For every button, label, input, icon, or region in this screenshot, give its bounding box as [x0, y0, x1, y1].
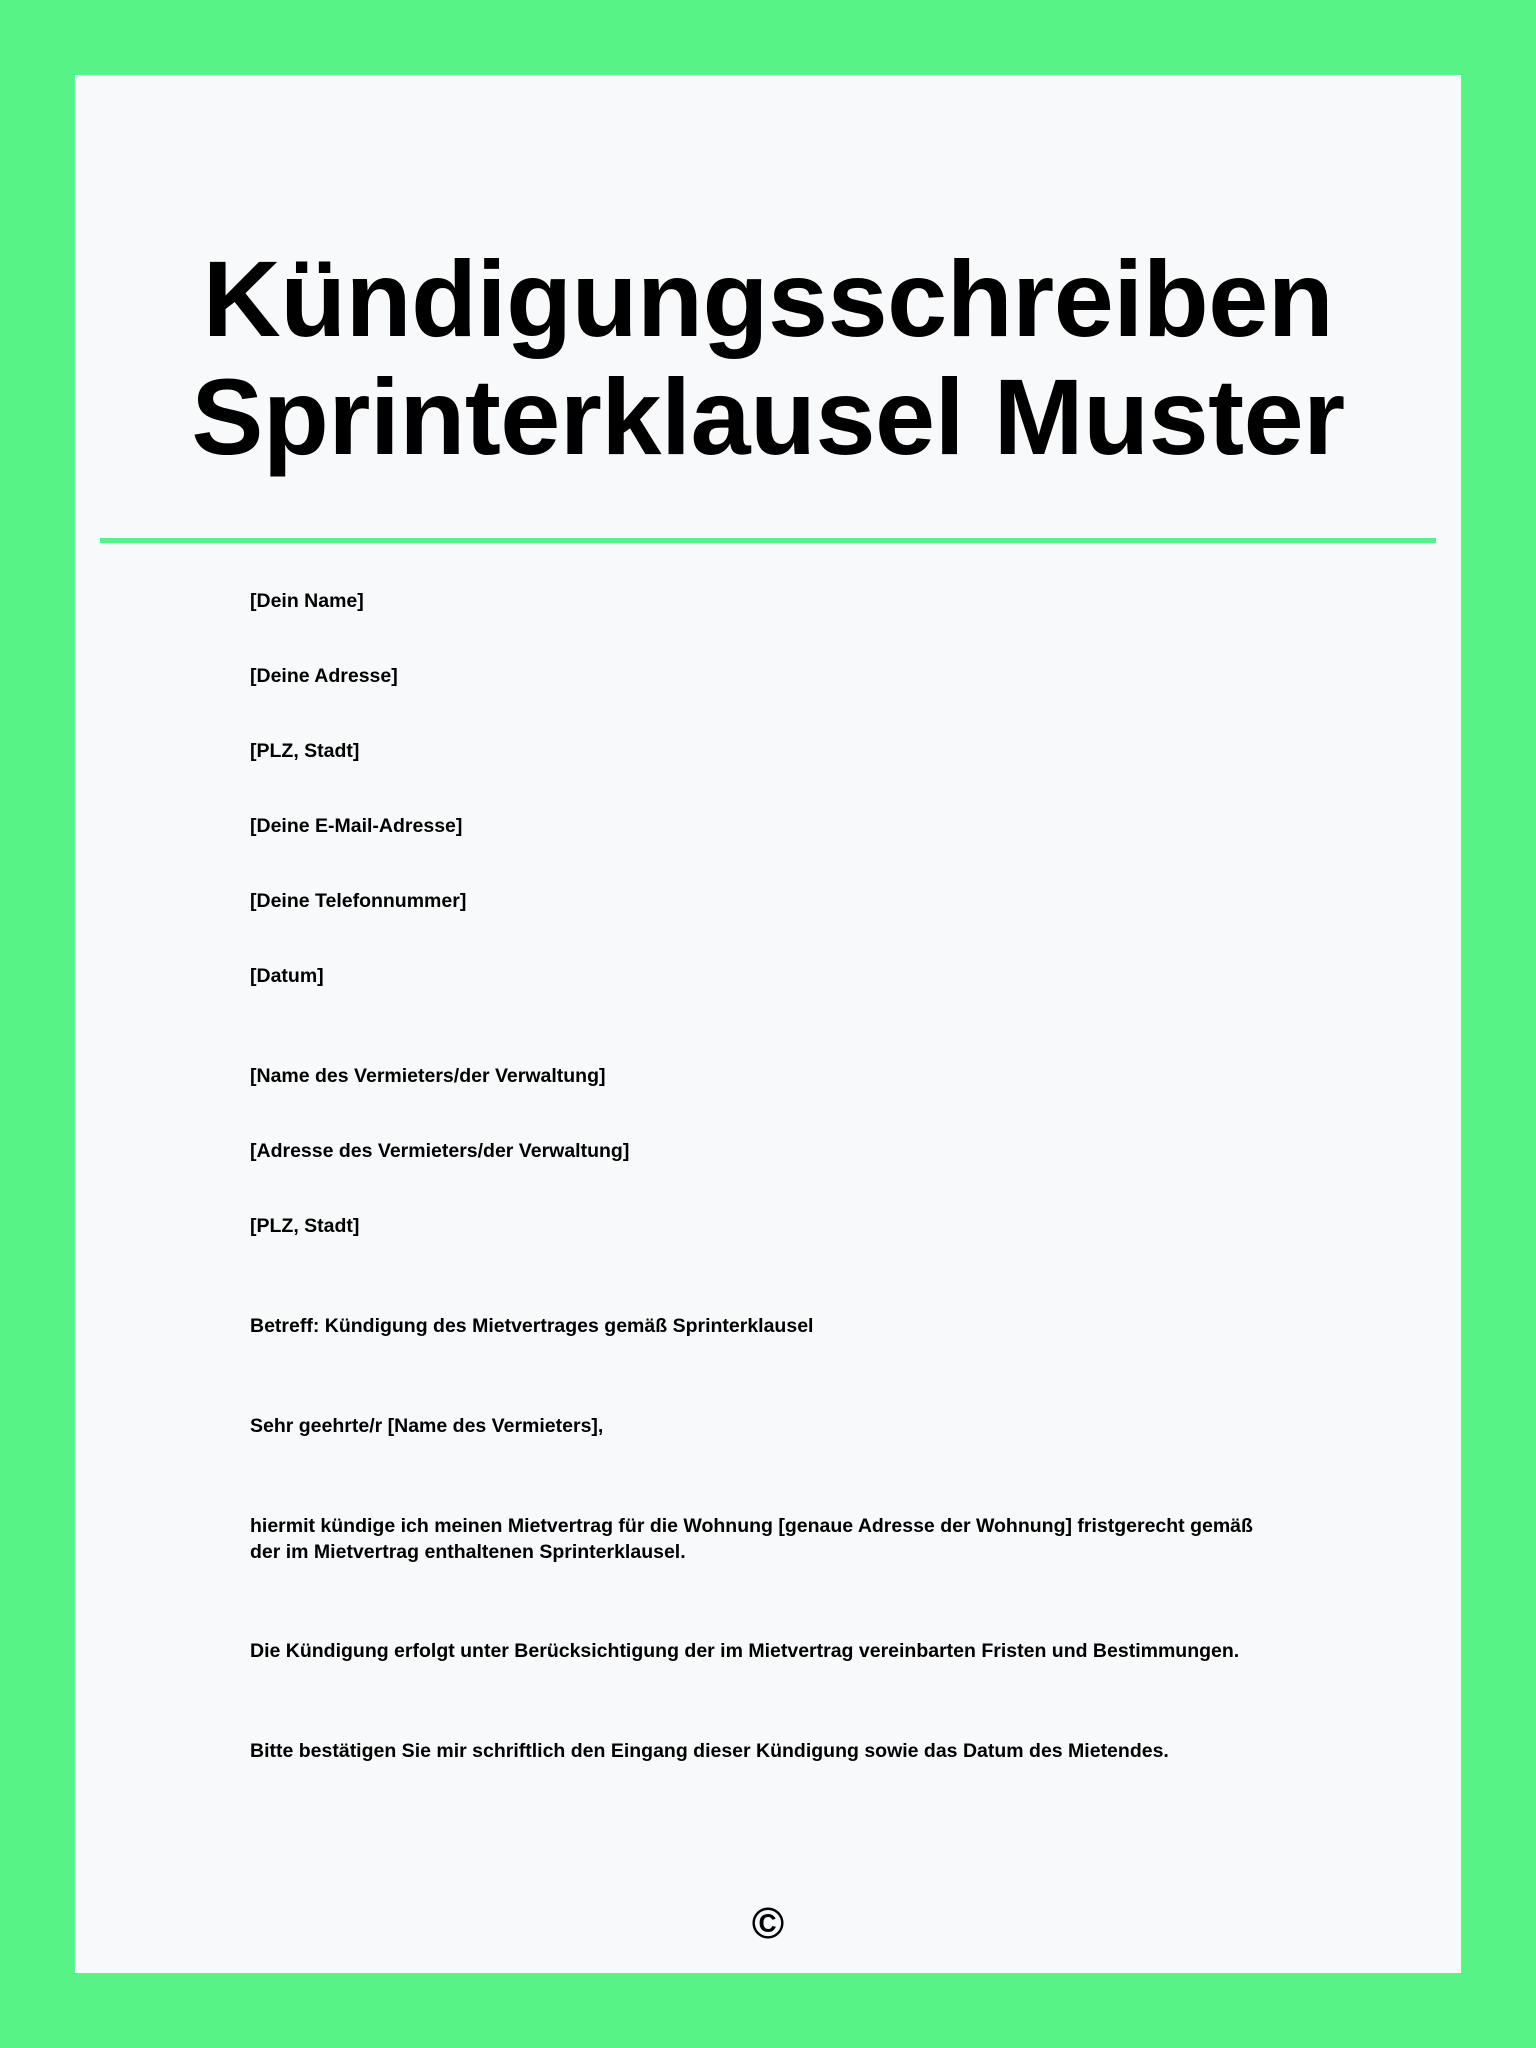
sender-name: [Dein Name] [250, 590, 364, 612]
sender-address: [Deine Adresse] [250, 665, 398, 687]
sender-phone: [Deine Telefonnummer] [250, 890, 467, 912]
letter-paragraph-2: Die Kündigung erfolgt unter Berücksichtigung der im Mietvertrag vereinbarten Fristen und Bestimmungen. [250, 1640, 1240, 1662]
sender-zip-city: [PLZ, Stadt] [250, 740, 360, 762]
letter-subject: Betreff: Kündigung des Mietvertrages gemäß Sprinterklausel [250, 1315, 814, 1337]
letter-date: [Datum] [250, 965, 324, 987]
sender-email: [Deine E-Mail-Adresse] [250, 815, 463, 837]
recipient-address: [Adresse des Vermieters/der Verwaltung] [250, 1140, 630, 1162]
recipient-name: [Name des Vermieters/der Verwaltung] [250, 1065, 606, 1087]
title-line-2: Sprinterklausel Muster [191, 356, 1345, 477]
document-title [75, 240, 1461, 476]
letter-salutation: Sehr geehrte/r [Name des Vermieters], [250, 1415, 604, 1437]
letter-paragraph-1: hiermit kündige ich meinen Mietvertrag für die Wohnung [genaue Adresse der Wohnung] fristgerecht gemäß der im Mietvertrag enthaltenen Sprinterklausel. [250, 1515, 1253, 1563]
recipient-zip-city: [PLZ, Stadt] [250, 1215, 360, 1237]
title-divider [100, 538, 1436, 543]
title-line-1: Kündigungsschreiben [202, 238, 1334, 359]
letter-paragraph-3: Bitte bestätigen Sie mir schriftlich den Eingang dieser Kündigung sowie das Datum des Mietendes. [250, 1740, 1169, 1762]
copyright-symbol: © [751, 1899, 785, 1948]
document-page [75, 75, 1461, 1973]
